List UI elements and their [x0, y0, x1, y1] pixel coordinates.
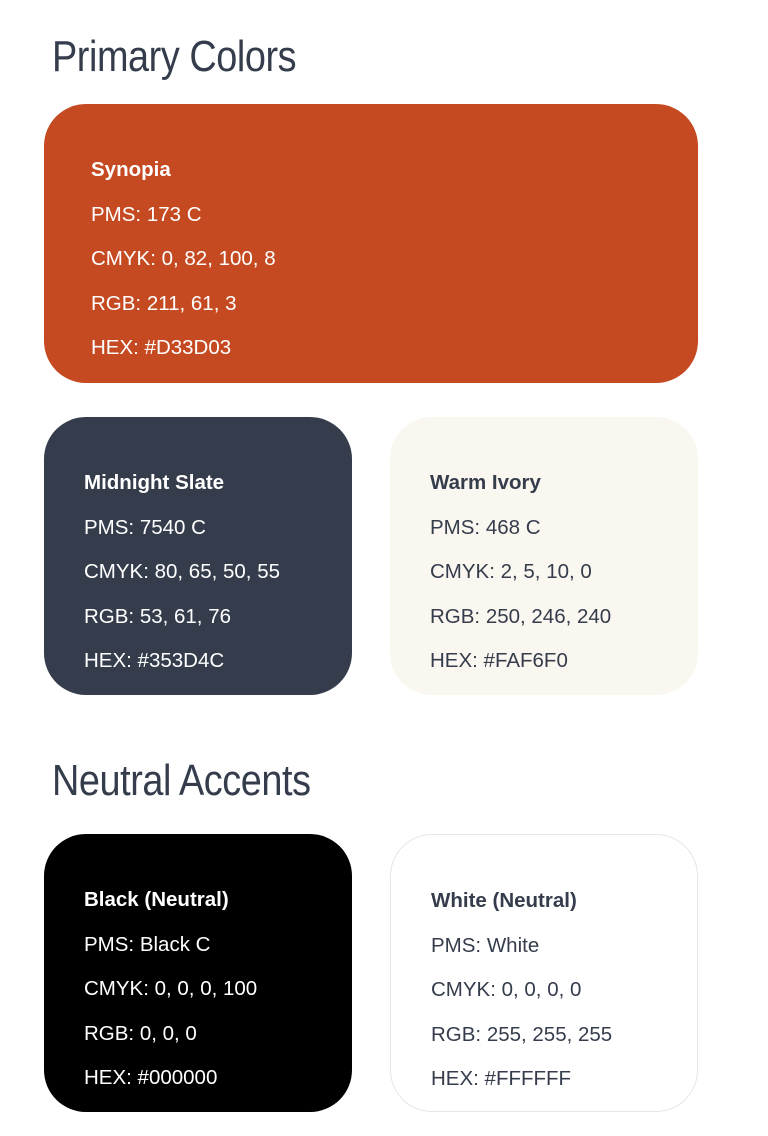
swatch-name: White (Neutral) — [431, 889, 577, 912]
swatch-hex: HEX: #D33D03 — [91, 336, 232, 359]
swatch-hex: HEX: #FAF6F0 — [430, 649, 568, 672]
swatch-name: Midnight Slate — [84, 471, 225, 494]
swatch-pms: PMS: White — [431, 933, 540, 957]
swatch-hex: HEX: #000000 — [84, 1066, 218, 1089]
swatch-cmyk: CMYK: 2, 5, 10, 0 — [430, 560, 592, 583]
swatch-rgb: RGB: 53, 61, 76 — [84, 604, 232, 628]
swatch-cmyk: CMYK: 0, 0, 0, 0 — [431, 978, 582, 1001]
swatch-card-black-neutral — [44, 834, 352, 1112]
swatch-card-synopia — [44, 104, 698, 383]
swatch-name: Black (Neutral) — [84, 888, 229, 911]
swatch-card-white-neutral — [390, 834, 698, 1112]
swatch-pms: PMS: 468 C — [430, 515, 541, 539]
swatch-card-midnight-slate — [44, 417, 352, 695]
swatch-rgb: RGB: 211, 61, 3 — [91, 291, 237, 315]
section-title-primary-colors: Primary Colors — [52, 32, 297, 81]
swatch-cmyk: CMYK: 80, 65, 50, 55 — [84, 560, 281, 583]
swatch-rgb: RGB: 250, 246, 240 — [430, 604, 612, 628]
section-title-neutral-accents: Neutral Accents — [52, 756, 311, 805]
swatch-card-warm-ivory — [390, 417, 698, 695]
swatch-rgb: RGB: 0, 0, 0 — [84, 1021, 197, 1045]
swatch-rgb: RGB: 255, 255, 255 — [431, 1022, 613, 1046]
swatch-cmyk: CMYK: 0, 0, 0, 100 — [84, 977, 258, 1000]
swatch-name: Synopia — [91, 158, 171, 181]
swatch-pms: PMS: Black C — [84, 932, 211, 956]
swatch-hex: HEX: #353D4C — [84, 649, 225, 672]
swatch-cmyk: CMYK: 0, 82, 100, 8 — [91, 247, 276, 270]
swatch-pms: PMS: 7540 C — [84, 515, 206, 539]
swatch-pms: PMS: 173 C — [91, 202, 202, 226]
swatch-name: Warm Ivory — [430, 471, 541, 494]
swatch-hex: HEX: #FFFFFF — [431, 1067, 572, 1090]
